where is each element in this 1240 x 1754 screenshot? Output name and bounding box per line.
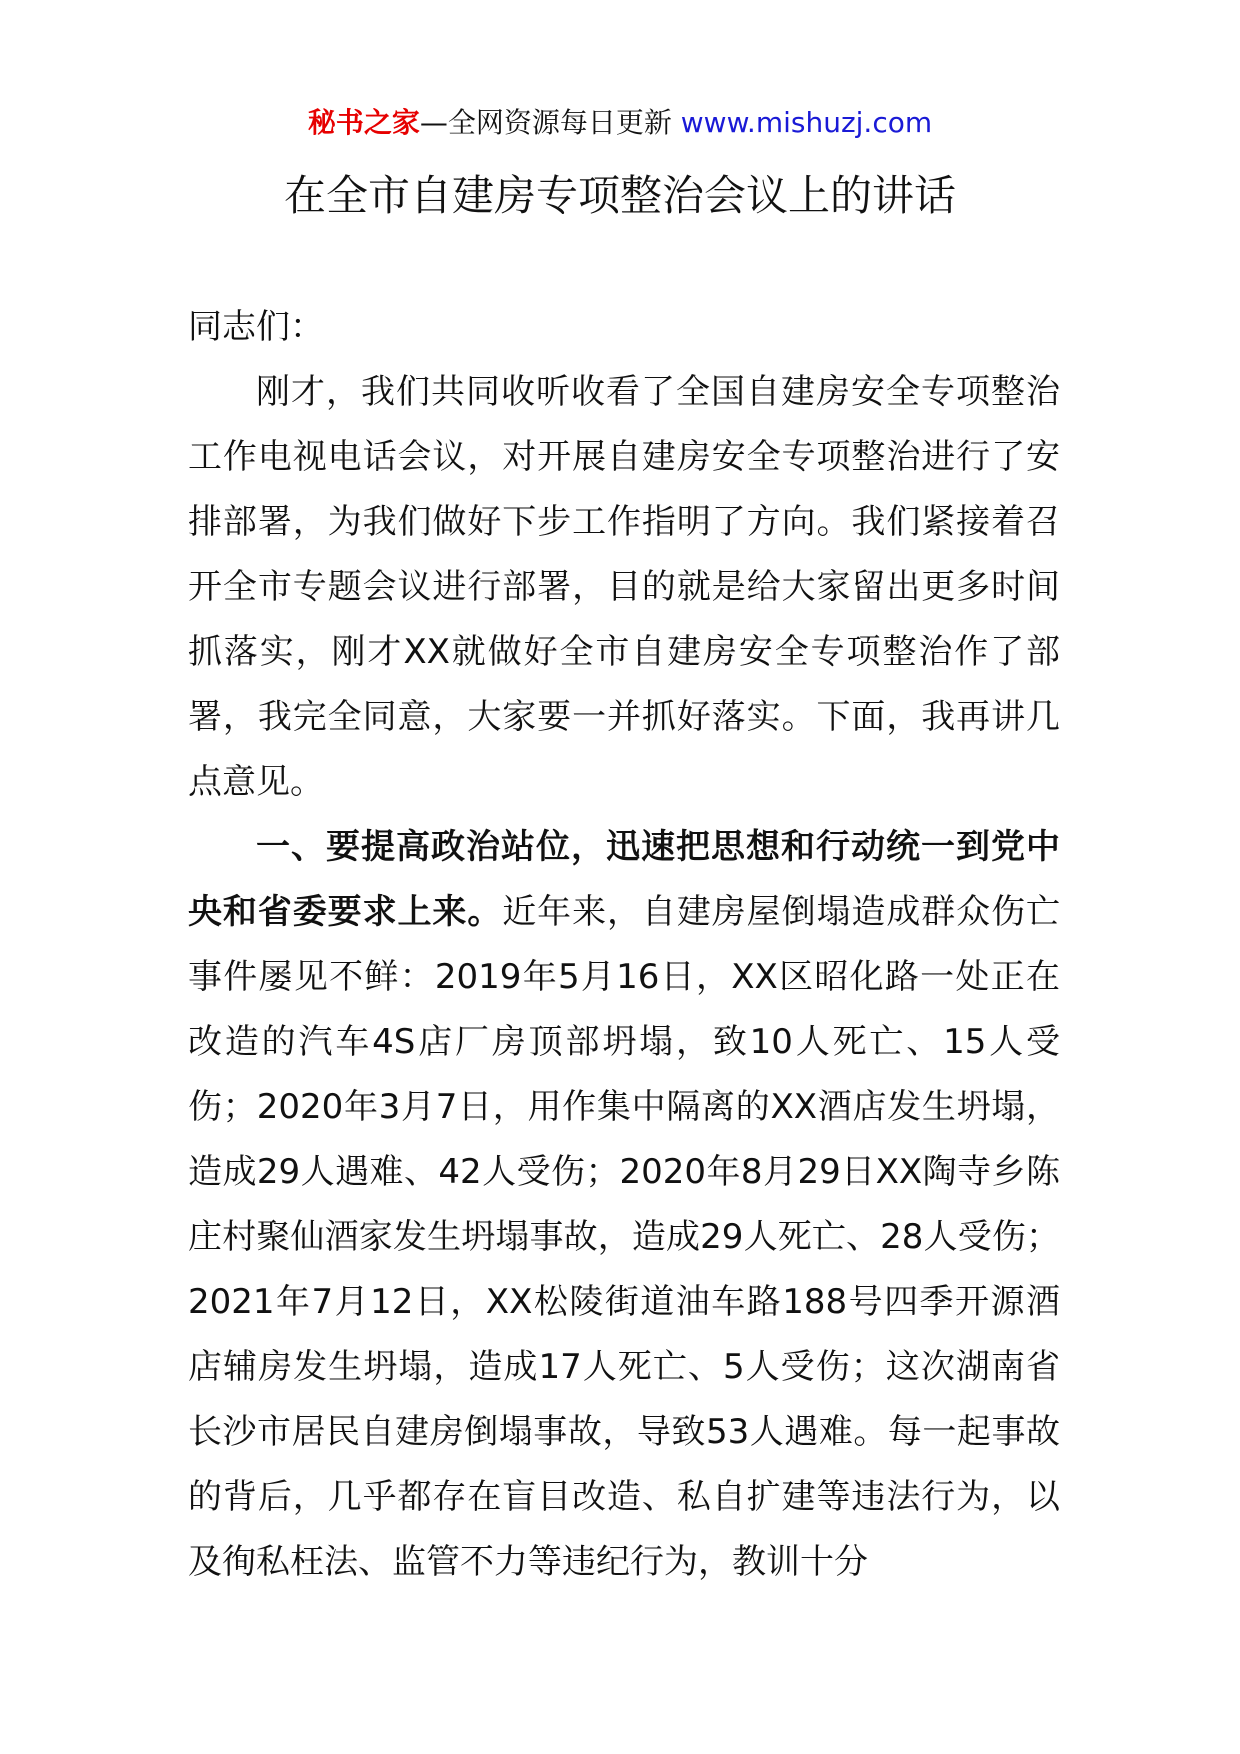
paragraph-intro: 刚才，我们共同收听收看了全国自建房安全专项整治工作电视电话会议，对开展自建房安全专项整治进行了安排部署，为我们做好下步工作指明了方向。我们紧接着召开全市专题会议进行部署，目的就是给大家留出更多时间抓落实，刚才XX就做好全市自建房安全专项整治作了部署，我完全同意，大家要一并抓好落实。下面，我再讲几点意见。 — [188, 372, 1060, 802]
section-1-heading: 一、要提高政治站位，迅速把思想和行动统一到党中央和省委要求上来。 — [188, 827, 1060, 932]
site-header — [0, 103, 1240, 143]
paragraph-section-1 — [188, 815, 1060, 1595]
greeting: 同志们： — [188, 307, 324, 347]
site-tagline: —全网资源每日更新 — [419, 106, 681, 139]
document-title: 在全市自建房专项整治会议上的讲话 — [283, 171, 956, 220]
document-body — [188, 295, 1060, 1595]
section-1-body: 近年来，自建房屋倒塌造成群众伤亡事件屡见不鲜：2019年5月16日，XX区昭化路一处正在改造的汽车4S店厂房顶部坍塌，致10人死亡、15人受伤；2020年3月7日，用作集中隔离的XX酒店发生坍塌，造成29人遇难、42人受伤；2020年8月29日XX陶寺乡陈庄村聚仙酒家发生坍塌事故，造成29人死亡、28人受伤；2021年7月12日，XX松陵街道油车路188号四季开源酒店辅房发生坍塌，造成17人死亡、5人受伤；这次湖南省长沙市居民自建房倒塌事故，导致53人遇难。每一起事故的背后，几乎都存在盲目改造、私自扩建等违法行为，以及徇私枉法、监管不力等违纪行为，教训十分 — [188, 892, 1060, 1582]
site-brand-name: 秘书之家 — [307, 106, 420, 139]
site-url-link[interactable]: www.mishuzj.com — [680, 106, 933, 139]
